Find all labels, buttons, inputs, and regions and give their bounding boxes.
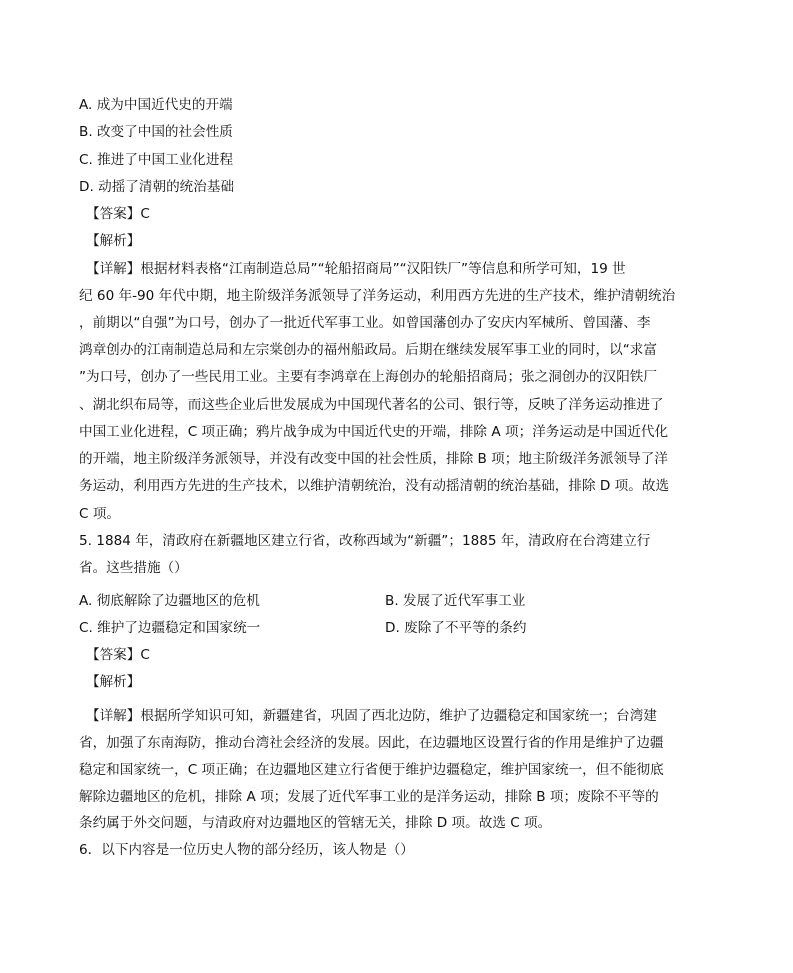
q4-answer: 【答案】C	[86, 206, 150, 222]
q4-detail-line: C 项。	[79, 506, 121, 522]
q4-detail-line: 鸿章创办的江南制造总局和左宗棠创办的福州船政局。后期在继续发展军事工业的同时，以“求富	[79, 342, 657, 358]
q4-detail-line: 务运动，利用西方先进的生产技术，以维护清朝统治，没有动摇清朝的统治基础，排除 D 项。故选	[79, 478, 670, 494]
q5-option-d: D. 废除了不平等的条约	[385, 620, 527, 636]
q5-stem-line: 5. 1884 年，清政府在新疆地区建立行省，改称西域为“新疆”；1885 年，清政府在台湾建立行	[79, 533, 651, 549]
q4-option-a: A. 成为中国近代史的开端	[79, 97, 233, 113]
q4-option-d: D. 动摇了清朝的统治基础	[79, 179, 235, 195]
q4-analysis-label: 【解析】	[86, 233, 141, 249]
q4-detail-line: 纪 60 年-90 年代中期，地主阶级洋务派领导了洋务运动，利用西方先进的生产技术，维护清朝统治	[79, 288, 676, 304]
q5-detail-line: 省，加强了东南海防，推动台湾社会经济的发展。因此，在边疆地区设置行省的作用是维护了边疆	[79, 735, 664, 751]
q5-stem-line: 省。这些措施（）	[79, 560, 188, 576]
q4-option-b: B. 改变了中国的社会性质	[79, 124, 233, 140]
q4-detail-line: ，前期以“自强”为口号，创办了一批近代军事工业。如曾国藩创办了安庆内军械所、曾国藩、李	[79, 315, 651, 331]
q4-detail-line: 、湖北织布局等，而这些企业后世发展成为中国现代著名的公司、银行等，反映了洋务运动推进了	[79, 397, 664, 413]
q5-option-c: C. 维护了边疆稳定和国家统一	[79, 620, 261, 636]
q5-detail-line: 稳定和国家统一，C 项正确；在边疆地区建立行省便于维护边疆稳定，维护国家统一，但不能彻底	[79, 762, 664, 778]
q5-analysis-label: 【解析】	[86, 674, 141, 690]
q4-detail-line: 【详解】根据材料表格“江南制造总局”“轮船招商局”“汉阳铁厂”等信息和所学可知，19 世	[86, 261, 626, 277]
q5-detail-line: 【详解】根据所学知识可知，新疆建省，巩固了西北边防，维护了边疆稳定和国家统一；台湾建	[86, 708, 657, 724]
q5-answer: 【答案】C	[86, 647, 150, 663]
q6-stem: 6．以下内容是一位历史人物的部分经历，该人物是（）	[79, 842, 414, 858]
q4-detail-line: 中国工业化进程，C 项正确；鸦片战争成为中国近代史的开端，排除 A 项；洋务运动是中国近代化	[79, 424, 669, 440]
q4-option-c: C. 推进了中国工业化进程	[79, 152, 234, 168]
q5-detail-line: 解除边疆地区的危机，排除 A 项；发展了近代军事工业的是洋务运动，排除 B 项；废除不平等的	[79, 789, 659, 805]
q5-option-b: B. 发展了近代军事工业	[385, 593, 526, 609]
q5-detail-line: 条约属于外交问题，与清政府对边疆地区的管辖无关，排除 D 项。故选 C 项。	[79, 815, 552, 831]
q5-option-a: A. 彻底解除了边疆地区的危机	[79, 593, 260, 609]
q4-detail-line: 的开端，地主阶级洋务派领导，并没有改变中国的社会性质，排除 B 项；地主阶级洋务派领导了洋	[79, 451, 668, 467]
q4-detail-line: ”为口号，创办了一些民用工业。主要有李鸿章在上海创办的轮船招商局；张之洞创办的汉阳铁厂	[79, 369, 657, 385]
